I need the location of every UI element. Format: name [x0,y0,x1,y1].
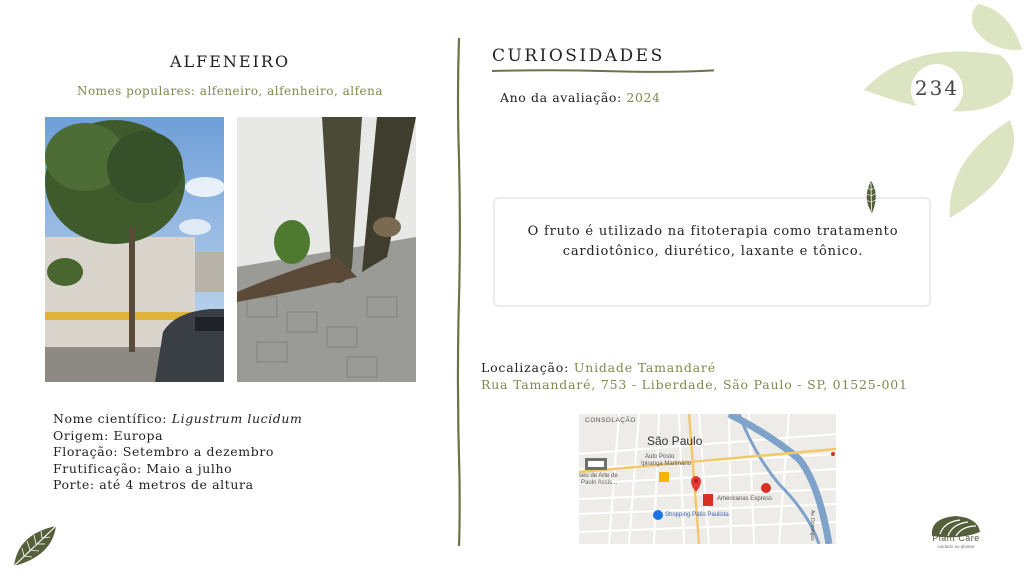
year-label: Ano da avaliação: [500,90,627,105]
title-underline [492,68,714,74]
map-poi-americanas: Americanas Express [717,496,773,502]
map-street: Av. Domingos [809,510,815,541]
small-leaf-icon [862,180,880,214]
location-label: Localização: [481,360,574,375]
plant-info [53,411,303,494]
curiosity-fact: O fruto é utilizado na fitoterapia como tratamento cardiotônico, diurético, laxante e tônico. [527,224,899,259]
size-line: Porte: até 4 metros de altura [53,477,254,492]
map-district: CONSOLAÇÃO [585,417,636,424]
brand-tagline: cuidado ao plantar [937,544,975,549]
decorative-leaves-icon [860,0,1024,225]
map-poi-museum-a: seu de Arte de [579,473,618,479]
leaf-icon [10,522,62,570]
scientific-name-line [53,411,303,428]
curiosities-title: CURIOSIDADES [492,46,665,66]
location-line [481,360,908,377]
year-value: 2024 [626,90,661,105]
map-poi-shopping: Shopping Pátio Paulista [665,512,729,518]
flowering-line: Floração: Setembro a dezembro [53,444,275,459]
column-divider [456,38,462,546]
location-map[interactable] [579,414,836,544]
map-poi-posto-b: Ipiranga Marimário [641,461,692,467]
tree-photo [45,117,224,382]
brand-name: Plant Care [932,533,980,543]
origin-line: Origem: Europa [53,427,164,443]
map-city: São Paulo [647,434,703,448]
fruiting-line: Frutificação: Maio a julho [53,460,233,476]
location-address: Rua Tamandaré, 753 - Liberdade, São Paulo - SP, 01525-001 [481,376,908,392]
location-block [481,360,908,393]
location-unit: Unidade Tamandaré [573,360,716,375]
card-number: 234 [914,76,960,100]
map-poi-museum-b: Paulo Assis... [581,480,618,486]
plant-name: ALFENEIRO [169,52,291,71]
popular-names: Nomes populares: alfeneiro, alfenheiro, alfena [76,84,384,98]
evaluation-year [500,90,661,105]
scientific-name: Ligustrum lucidum [171,411,303,426]
trunk-photo [237,117,416,382]
scientific-label: Nome científico: [53,411,172,426]
map-poi-posto-a: Auto Posto [645,454,675,460]
